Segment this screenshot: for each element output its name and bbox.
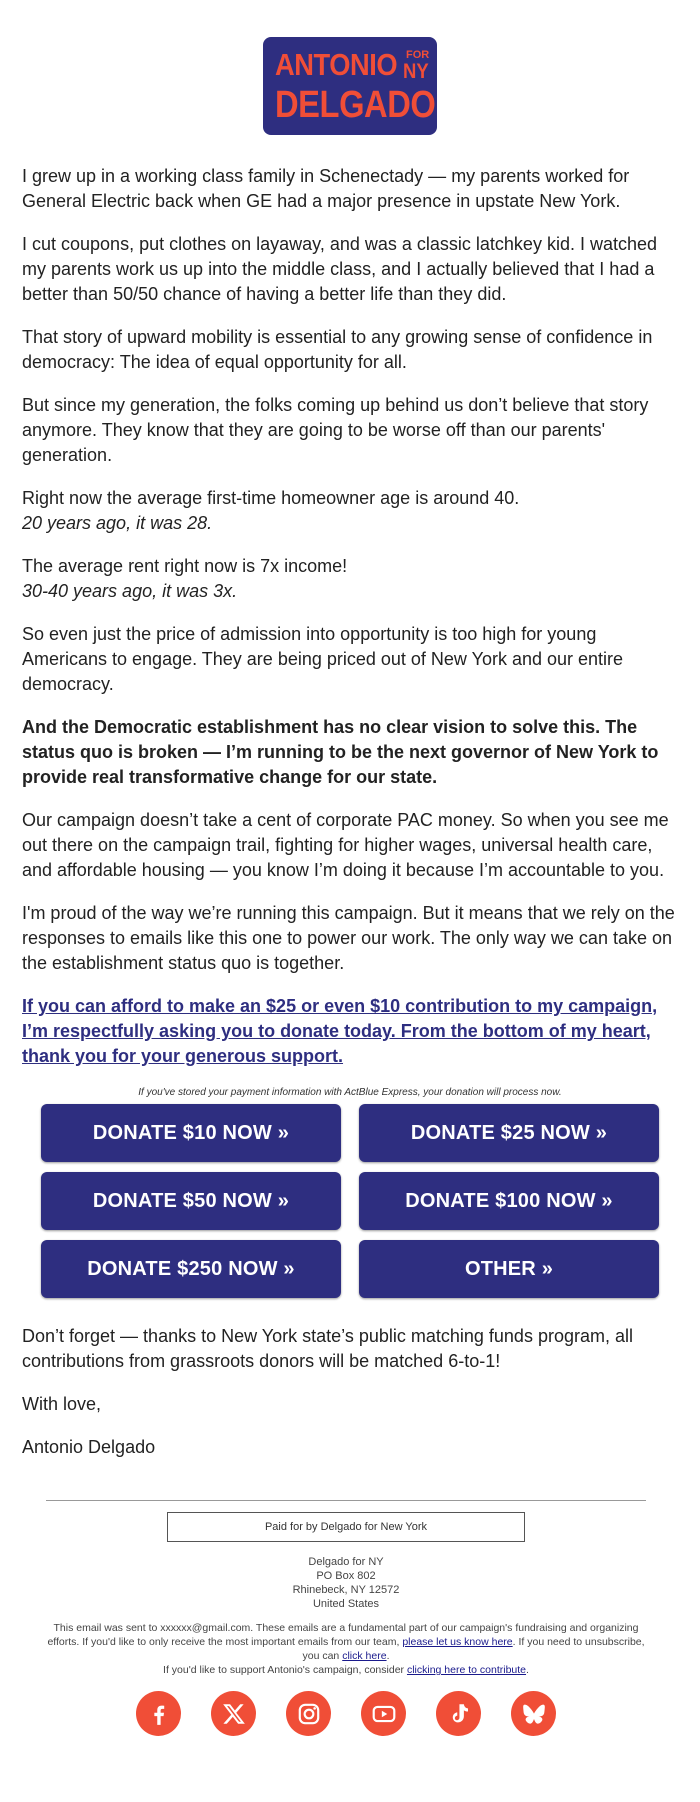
donate-100-button[interactable]: DONATE $100 NOW » (359, 1172, 659, 1230)
paragraph-3: That story of upward mobility is essential to any growing sense of confidence in democracy: The idea of equal opportunity for all. (22, 327, 653, 372)
address-line: Rhinebeck, NY 12572 (292, 1584, 400, 1596)
email-container (22, 0, 678, 1736)
paragraph-bold: And the Democratic establishment has no clear vision to solve this. The status quo is broken — I’m running to be the next governor of New York to provide real transformative change for our state. (22, 717, 659, 787)
instagram-icon[interactable] (286, 1691, 331, 1736)
bluesky-icon[interactable] (511, 1691, 556, 1736)
donate-button-grid (22, 1104, 678, 1298)
signoff: With love, (22, 1394, 102, 1414)
donate-250-button[interactable]: DONATE $250 NOW » (41, 1240, 341, 1298)
legal-text-part: . (386, 1650, 390, 1662)
donate-25-button[interactable]: DONATE $25 NOW » (359, 1104, 659, 1162)
logo-last-name: DELGADO (275, 84, 436, 126)
paragraph-10: I'm proud of the way we’re running this campaign. But it means that we rely on the responses to emails like this one to power our work. The only way we can take on the establishment status quo is together. (22, 903, 675, 973)
legal-text-part: This email was sent to xxxxxx@gmail.com. These emails are a fundamental part of our campaign's fundraising and organizing efforts. If you'd like to only receive the most important emails from our team, (47, 1622, 639, 1648)
donate-10-button[interactable]: DONATE $10 NOW » (41, 1104, 341, 1162)
paid-for-disclaimer: Paid for by Delgado for New York (167, 1512, 525, 1542)
youtube-icon[interactable] (361, 1691, 406, 1736)
homeowner-then: 20 years ago, it was 28. (22, 513, 213, 533)
donate-cta (22, 994, 678, 1069)
legal-text (46, 1621, 646, 1677)
tiktok-icon[interactable] (436, 1691, 481, 1736)
logo-ny: NY (403, 60, 429, 83)
paragraph-homeowner (22, 486, 678, 536)
facebook-icon[interactable] (136, 1691, 181, 1736)
paragraph-matching: Don’t forget — thanks to New York state’s public matching funds program, all contributions from grassroots donors will be matched 6-to-1! (22, 1326, 633, 1371)
signature: Antonio Delgado (22, 1437, 156, 1457)
legal-text-part: . If you need to unsubscribe, you can (302, 1636, 645, 1662)
donate-cta-link[interactable]: If you can afford to make an $25 or even $10 contribution to my campaign, I’m respectfully asking you to donate today. From the bottom of my heart, thank you for your generous support. (22, 996, 658, 1066)
logo-for: FOR (406, 49, 430, 61)
address-line: PO Box 802 (316, 1570, 376, 1582)
donate-50-button[interactable]: DONATE $50 NOW » (41, 1172, 341, 1230)
rent-now: The average rent right now is 7x income! (22, 556, 348, 576)
paragraph-7: So even just the price of admission into opportunity is too high for young Americans to engage. They are being priced out of New York and our entire democracy. (22, 624, 624, 694)
paragraph-2: I cut coupons, put clothes on layaway, and was a classic latchkey kid. I watched my parents work us up into the middle class, and I actually believed that I had a better than 50/50 chance of having a better life than they did. (22, 234, 658, 304)
legal-text-part: . (526, 1664, 529, 1676)
footer (46, 1500, 646, 1736)
paragraph-9: Our campaign doesn’t take a cent of corporate PAC money. So when you see me out there on the campaign trail, fighting for higher wages, universal health care, and affordable housing — you know I’m doing it because I’m accountable to you. (22, 810, 669, 880)
paragraph-rent (22, 554, 678, 604)
address-line: United States (312, 1598, 380, 1610)
logo-row (22, 37, 678, 140)
mailing-address (46, 1555, 646, 1611)
unsubscribe-link[interactable]: click here (342, 1650, 387, 1662)
homeowner-now: Right now the average first-time homeowner age is around 40. (22, 488, 520, 508)
rent-then: 30-40 years ago, it was 3x. (22, 581, 238, 601)
paragraph-4: But since my generation, the folks coming up behind us don’t believe that story anymore. They know that they are going to be worse off than our parents' generation. (22, 395, 649, 465)
logo-first-name: ANTONIO (275, 47, 398, 82)
legal-text-part: If you'd like to support Antonio's campaign, consider (163, 1664, 407, 1676)
actblue-express-note: If you've stored your payment information with ActBlue Express, your donation will process now. (138, 1087, 562, 1098)
x-icon[interactable] (211, 1691, 256, 1736)
address-line: Delgado for NY (308, 1556, 384, 1568)
contribute-link[interactable]: clicking here to contribute (406, 1664, 527, 1676)
preferences-link[interactable]: please let us know here (402, 1636, 513, 1648)
social-links (46, 1691, 646, 1736)
campaign-logo[interactable] (263, 37, 437, 135)
donate-other-button[interactable]: OTHER » (359, 1240, 659, 1298)
paragraph-1: I grew up in a working class family in Schenectady — my parents worked for General Electric back when GE had a major presence in upstate New York. (22, 166, 630, 211)
